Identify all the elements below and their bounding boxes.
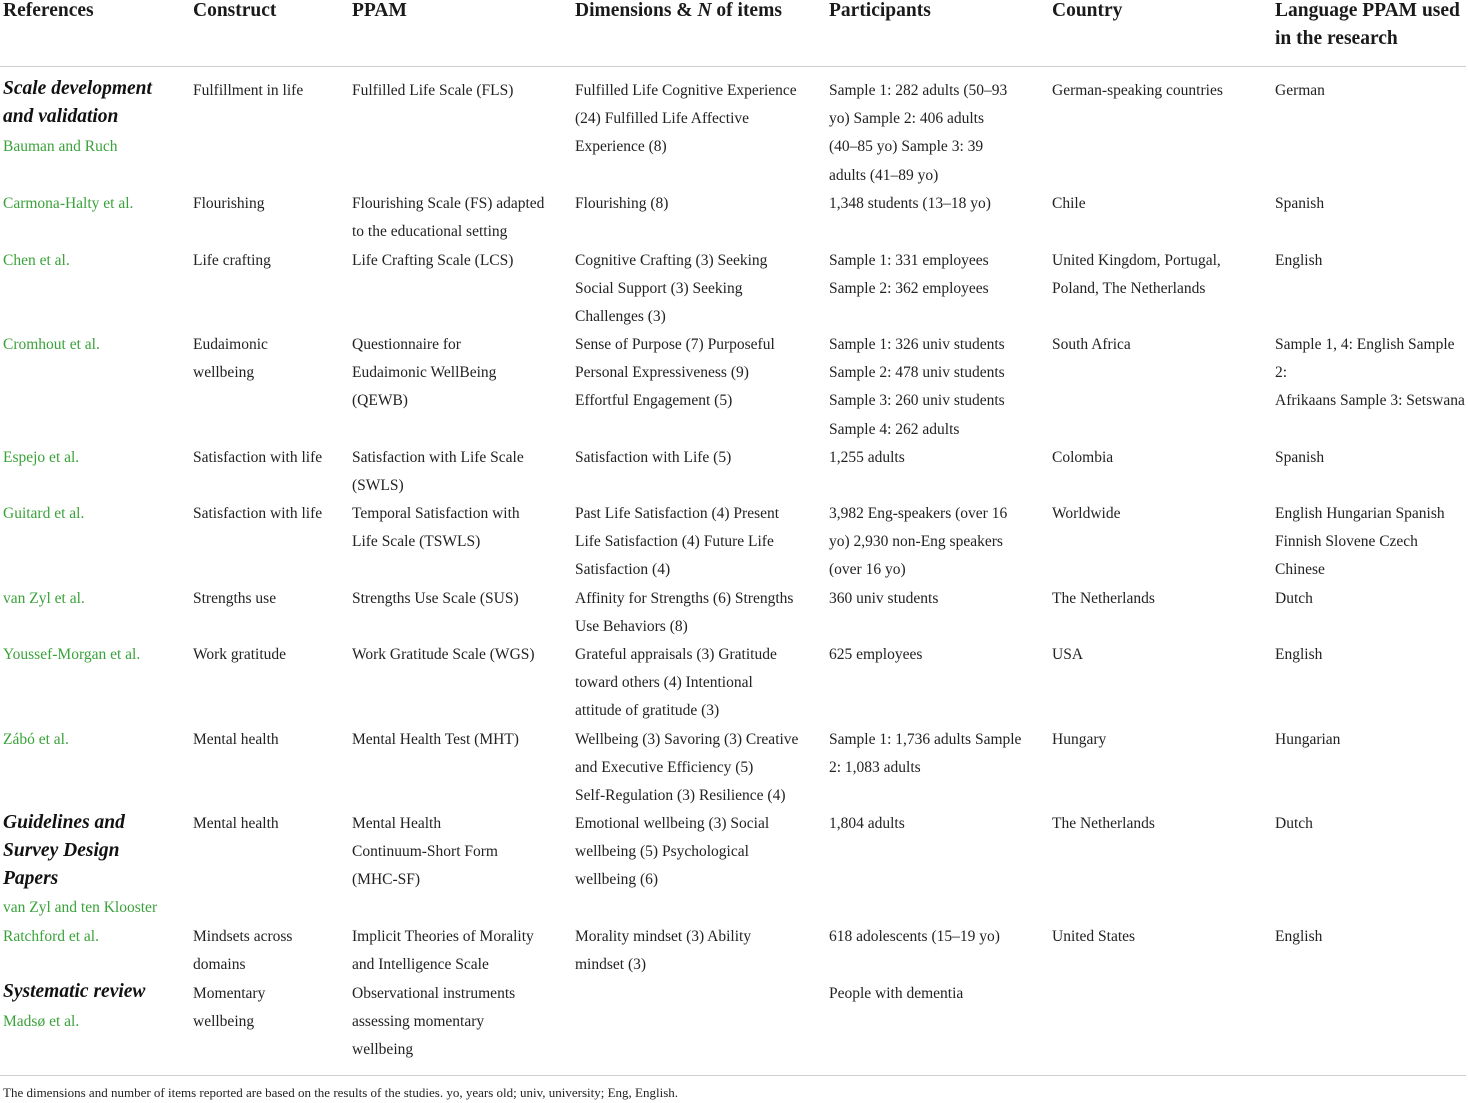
cell-line: Satisfaction (4)	[575, 561, 671, 579]
cell-ppam	[352, 810, 498, 895]
cell-line: English	[1275, 928, 1323, 945]
cell-participants	[829, 585, 938, 613]
cell-line: 360 univ students	[829, 590, 939, 607]
reference-link[interactable]: Bauman and Ruch	[3, 138, 118, 155]
cell-line: and Executive Efficiency (5)	[575, 759, 754, 777]
cell-construct	[193, 923, 292, 979]
cell-line: Morality mindset (3) Ability	[575, 928, 752, 945]
cell-line: Satisfaction with life	[193, 449, 323, 466]
footer-divider	[0, 1075, 1466, 1076]
cell-country	[1052, 444, 1113, 472]
cell-ppam	[352, 190, 544, 246]
cell-line: English	[1275, 646, 1323, 663]
reference-link[interactable]: Guitard et al.	[3, 505, 85, 522]
cell-line: Sample 4: 262 adults	[829, 420, 960, 438]
cell-line: wellbeing (5) Psychological	[575, 843, 749, 861]
cell-line: Emotional wellbeing (3) Social	[575, 815, 770, 832]
cell-line: 625 employees	[829, 646, 923, 663]
section-scale-line2: and validation	[3, 106, 119, 128]
cell-construct	[193, 980, 265, 1036]
cell-participants	[829, 810, 905, 838]
cell-line: Dutch	[1275, 815, 1313, 832]
cell-line: Eudaimonic	[193, 336, 268, 353]
cell-construct	[193, 726, 279, 754]
cell-line: (QEWB)	[352, 392, 408, 410]
cell-ppam	[352, 585, 519, 613]
cell-line: (SWLS)	[352, 477, 404, 495]
cell-participants	[829, 444, 905, 472]
cell-line: assessing momentary	[352, 1013, 485, 1031]
cell-line: (MHC-SF)	[352, 871, 421, 889]
cell-line: Mental Health	[352, 815, 442, 832]
header-divider	[0, 66, 1466, 67]
cell-participants	[829, 641, 922, 669]
cell-dims	[575, 923, 751, 979]
cell-line: (over 16 yo)	[829, 561, 906, 579]
cell-line: Poland, The Netherlands	[1052, 280, 1206, 298]
cell-construct	[193, 331, 268, 387]
cell-line: German	[1275, 82, 1325, 99]
cell-dims	[575, 810, 769, 895]
cell-dims	[575, 500, 779, 585]
cell-line: Eudaimonic WellBeing	[352, 364, 497, 382]
cell-ppam	[352, 331, 496, 416]
cell-line: Hungarian	[1275, 731, 1341, 748]
cell-line: Hungary	[1052, 731, 1107, 748]
cell-line: Mental health	[193, 731, 279, 748]
cell-participants	[829, 726, 1021, 782]
cell-line: Temporal Satisfaction with	[352, 505, 520, 522]
cell-participants	[829, 247, 989, 303]
cell-line: 618 adolescents (15–19 yo)	[829, 928, 1000, 945]
cell-construct	[193, 585, 276, 613]
cell-line: German-speaking countries	[1052, 82, 1223, 99]
cell-line: Fulfilled Life Scale (FLS)	[352, 82, 514, 99]
cell-line: Grateful appraisals (3) Gratitude	[575, 646, 777, 663]
cell-participants	[829, 980, 963, 1008]
section-scale-line1: Scale development	[3, 78, 152, 99]
cell-line: Sample 1, 4: English Sample 2:	[1275, 336, 1455, 382]
cell-line: Sample 1: 326 univ students	[829, 336, 1005, 353]
cell-line: Sample 2: 478 univ students	[829, 364, 1005, 382]
cell-line: 1,255 adults	[829, 449, 905, 466]
cell-language	[1275, 810, 1313, 838]
cell-dims	[575, 331, 775, 416]
cell-line: 2: 1,083 adults	[829, 759, 921, 777]
section-systematic-review: Systematic review	[3, 981, 146, 1002]
cell-line: domains	[193, 956, 246, 974]
cell-line: Sample 2: 362 employees	[829, 280, 989, 298]
cell-line: mindset (3)	[575, 956, 647, 974]
header-ppam: PPAM	[352, 0, 407, 21]
cell-line: wellbeing (6)	[575, 871, 659, 889]
cell-line: 3,982 Eng-speakers (over 16	[829, 505, 1008, 522]
cell-line: Satisfaction with life	[193, 505, 323, 522]
cell-dims	[575, 444, 731, 472]
cell-line: Spanish	[1275, 449, 1325, 466]
cell-line: toward others (4) Intentional	[575, 674, 753, 692]
cell-line: People with dementia	[829, 985, 964, 1002]
cell-participants	[829, 331, 1005, 444]
cell-language	[1275, 247, 1322, 275]
cell-line: 1,348 students (13–18 yo)	[829, 195, 991, 212]
cell-line: Chinese	[1275, 561, 1325, 579]
reference-link[interactable]: Cromhout et al.	[3, 336, 100, 353]
cell-line: USA	[1052, 646, 1084, 663]
header-country: Country	[1052, 0, 1123, 21]
cell-construct	[193, 500, 322, 528]
cell-line: Sample 1: 331 employees	[829, 252, 989, 269]
cell-country	[1052, 190, 1086, 218]
cell-country	[1052, 726, 1106, 754]
reference-link[interactable]: Madsø et al.	[3, 1013, 80, 1030]
cell-country	[1052, 331, 1131, 359]
cell-dims	[575, 190, 668, 218]
cell-line: (24) Fulfilled Life Affective	[575, 110, 750, 128]
cell-participants	[829, 923, 1000, 951]
section-guidelines	[3, 809, 125, 894]
cell-construct	[193, 810, 279, 838]
cell-line: The Netherlands	[1052, 590, 1155, 607]
reference-link[interactable]: Chen et al.	[3, 252, 70, 269]
cell-line: adults (41–89 yo)	[829, 166, 939, 184]
cell-language	[1275, 331, 1468, 416]
cell-line: Afrikaans Sample 3: Setswana	[1275, 392, 1465, 410]
header-language-line2: in the research	[1275, 28, 1398, 49]
table-footnote: The dimensions and number of items reported are based on the results of the studies. yo, years old; univ, university; Eng, English.	[3, 1085, 679, 1100]
cell-line: Social Support (3) Seeking	[575, 280, 743, 298]
cell-language	[1275, 585, 1313, 613]
cell-line: yo) Sample 2: 406 adults	[829, 110, 984, 128]
cell-country	[1052, 810, 1155, 838]
cell-line: Strengths Use Scale (SUS)	[352, 590, 519, 607]
cell-ppam	[352, 641, 535, 669]
cell-line: Satisfaction with Life Scale	[352, 449, 524, 466]
cell-line: Work gratitude	[193, 646, 287, 663]
cell-line: Satisfaction with Life (5)	[575, 449, 732, 466]
cell-line: Implicit Theories of Morality	[352, 928, 534, 945]
cell-language	[1275, 77, 1325, 105]
cell-line: 1,804 adults	[829, 815, 905, 832]
cell-construct	[193, 190, 264, 218]
cell-line: Flourishing Scale (FS) adapted	[352, 195, 545, 212]
cell-ppam	[352, 77, 513, 105]
cell-line: and Intelligence Scale	[352, 956, 489, 974]
cell-ppam	[352, 726, 519, 754]
cell-line: Colombia	[1052, 449, 1114, 466]
reference-link[interactable]: Espejo et al.	[3, 449, 80, 466]
cell-line: Flourishing	[193, 195, 265, 212]
cell-ppam	[352, 500, 520, 556]
cell-participants	[829, 190, 991, 218]
cell-line: Worldwide	[1052, 505, 1121, 522]
header-language	[1275, 0, 1460, 53]
header-dimensions-n: N	[697, 0, 712, 21]
cell-line: Sample 1: 282 adults (50–93	[829, 82, 1008, 99]
header-references: References	[3, 0, 94, 21]
cell-line: United Kingdom, Portugal,	[1052, 252, 1221, 269]
cell-line: Sense of Purpose (7) Purposeful	[575, 336, 775, 353]
cell-dims	[575, 641, 777, 726]
section-guidelines-line3: Papers	[3, 868, 59, 890]
cell-line: Dutch	[1275, 590, 1313, 607]
cell-line: Continuum-Short Form	[352, 843, 498, 861]
header-dimensions	[575, 0, 782, 25]
cell-construct	[193, 247, 271, 275]
header-participants: Participants	[829, 0, 931, 21]
cell-line: wellbeing	[193, 1013, 255, 1031]
cell-ppam	[352, 980, 515, 1065]
reference-link[interactable]: Zábó et al.	[3, 731, 69, 748]
cell-line: Questionnaire for	[352, 336, 461, 353]
cell-line: Mental Health Test (MHT)	[352, 731, 519, 748]
header-construct: Construct	[193, 0, 277, 21]
cell-participants	[829, 77, 1007, 190]
cell-country	[1052, 923, 1135, 951]
cell-line: Life crafting	[193, 252, 271, 269]
cell-ppam	[352, 923, 534, 979]
cell-construct	[193, 77, 303, 105]
reference-link[interactable]: van Zyl et al.	[3, 590, 85, 607]
reference-link[interactable]: Youssef-Morgan et al.	[3, 646, 141, 663]
cell-line: Strengths use	[193, 590, 277, 607]
cell-line: Challenges (3)	[575, 308, 666, 326]
cell-line: Mental health	[193, 815, 279, 832]
cell-line: yo) 2,930 non-Eng speakers	[829, 533, 1003, 551]
reference-link[interactable]: Ratchford et al.	[3, 928, 99, 945]
cell-country	[1052, 77, 1223, 105]
cell-participants	[829, 500, 1007, 585]
cell-line: Work Gratitude Scale (WGS)	[352, 646, 535, 663]
cell-line: Sample 3: 260 univ students	[829, 392, 1005, 410]
cell-line: The Netherlands	[1052, 815, 1155, 832]
cell-line: English Hungarian Spanish	[1275, 505, 1445, 522]
cell-country	[1052, 641, 1083, 669]
cell-line: Life Crafting Scale (LCS)	[352, 252, 514, 269]
cell-language	[1275, 726, 1340, 754]
cell-language	[1275, 923, 1322, 951]
cell-line: Use Behaviors (8)	[575, 618, 688, 636]
cell-language	[1275, 641, 1322, 669]
cell-line: Fulfillment in life	[193, 82, 304, 99]
cell-line: Observational instruments	[352, 985, 516, 1002]
header-dimensions-suffix: of items	[711, 0, 782, 21]
cell-construct	[193, 641, 286, 669]
cell-line: Finnish Slovene Czech	[1275, 533, 1418, 551]
section-guidelines-line2: Survey Design	[3, 840, 120, 862]
cell-line: Personal Expressiveness (9)	[575, 364, 749, 382]
cell-line: English	[1275, 252, 1323, 269]
cell-dims	[575, 585, 793, 641]
cell-line: Fulfilled Life Cognitive Experience	[575, 82, 797, 99]
cell-line: Effortful Engagement (5)	[575, 392, 733, 410]
header-dimensions-prefix: Dimensions &	[575, 0, 698, 21]
cell-line: Flourishing (8)	[575, 195, 669, 212]
cell-line: South Africa	[1052, 336, 1131, 353]
cell-line: Past Life Satisfaction (4) Present	[575, 505, 780, 522]
cell-language	[1275, 190, 1324, 218]
cell-ppam	[352, 444, 524, 500]
cell-line: Sample 1: 1,736 adults Sample	[829, 731, 1022, 748]
cell-line: Cognitive Crafting (3) Seeking	[575, 252, 768, 269]
cell-line: Wellbeing (3) Savoring (3) Creative	[575, 731, 799, 748]
cell-line: wellbeing	[352, 1041, 414, 1059]
cell-line: attitude of gratitude (3)	[575, 702, 720, 720]
cell-line: wellbeing	[193, 364, 255, 382]
cell-line: United States	[1052, 928, 1136, 945]
cell-line: Self-Regulation (3) Resilience (4)	[575, 787, 786, 805]
cell-line: Life Scale (TSWLS)	[352, 533, 481, 551]
cell-line: Affinity for Strengths (6) Strengths	[575, 590, 794, 607]
cell-line: Experience (8)	[575, 138, 667, 156]
cell-dims	[575, 726, 798, 811]
cell-language	[1275, 444, 1324, 472]
cell-line: Spanish	[1275, 195, 1325, 212]
reference-link[interactable]: Carmona-Halty et al.	[3, 195, 134, 212]
cell-dims	[575, 247, 767, 332]
cell-line: Momentary	[193, 985, 266, 1002]
cell-country	[1052, 247, 1221, 303]
cell-line: Chile	[1052, 195, 1086, 212]
cell-line: to the educational setting	[352, 223, 508, 241]
section-guidelines-line1: Guidelines and	[3, 812, 125, 833]
cell-line: Mindsets across	[193, 928, 293, 945]
cell-line: Life Satisfaction (4) Future Life	[575, 533, 774, 551]
cell-country	[1052, 585, 1155, 613]
cell-language	[1275, 500, 1445, 585]
cell-construct	[193, 444, 322, 472]
header-language-line1: Language PPAM used	[1275, 0, 1460, 21]
reference-link[interactable]: van Zyl and ten Klooster	[3, 899, 158, 916]
section-scale-development	[3, 75, 152, 131]
cell-line: (40–85 yo) Sample 3: 39	[829, 138, 984, 156]
cell-dims	[575, 77, 797, 162]
cell-ppam	[352, 247, 513, 275]
cell-country	[1052, 500, 1121, 528]
